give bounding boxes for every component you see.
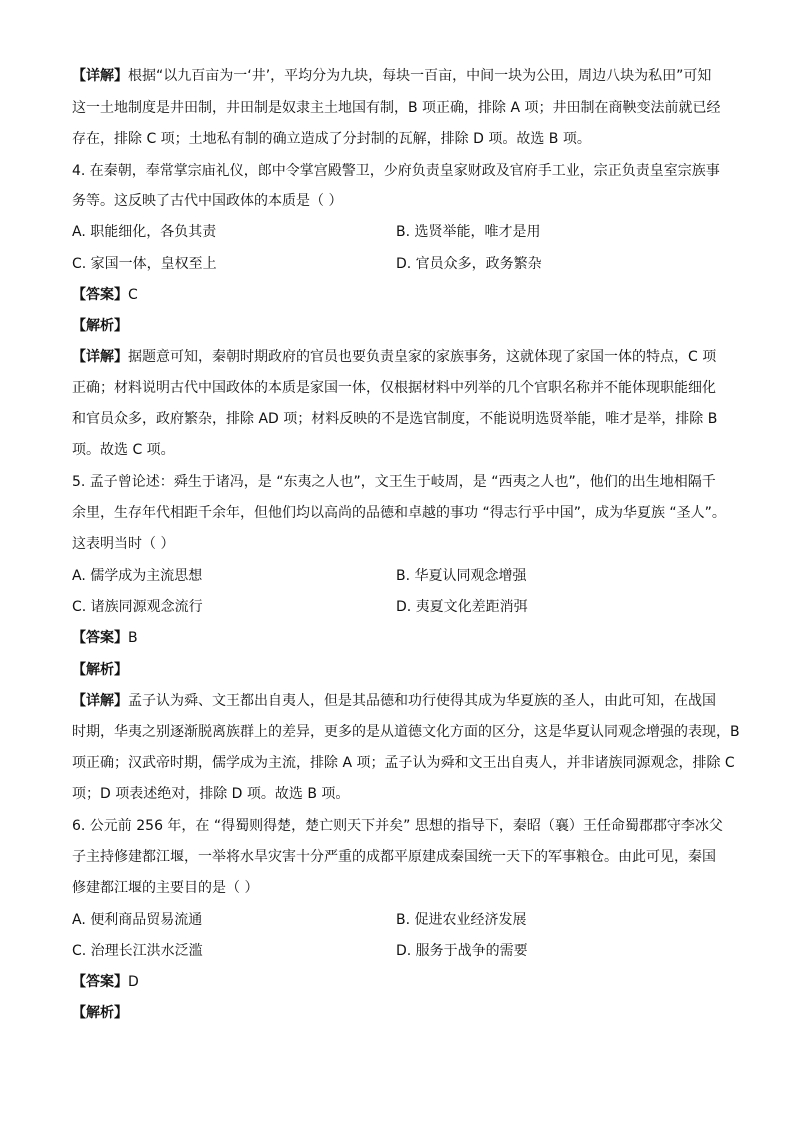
q4-stem-line-2: 务等。这反映了古代中国政体的本质是（ ） — [72, 193, 343, 209]
q5-answer-tag: 【答案】 — [72, 630, 128, 646]
q4-detail-text-1: 据题意可知，秦朝时期政府的官员也要负责皇家的家族事务，这就体现了家国一体的特点，C 项 — [128, 349, 717, 365]
q5-analysis-tag: 【解析】 — [72, 662, 128, 678]
q3-detail-line-1 — [72, 66, 752, 86]
q3-detail-line-3: 存在，排除 C 项；土地私有制的确立造成了分封制的瓦解，排除 D 项。故选 B 项。 — [72, 131, 591, 147]
q4-detail-line-3: 和官员众多，政府繁杂，排除 AD 项；材料反映的不是选官制度，不能说明选贤举能，唯才是举，排除 B — [72, 411, 718, 427]
q5-answer-value: B — [128, 630, 138, 646]
q4-answer-tag: 【答案】 — [72, 287, 128, 303]
q5-option-b: B. 华夏认同观念增强 — [396, 568, 527, 584]
q4-detail-line-4: 项。故选 C 项。 — [72, 442, 175, 458]
q6-option-c: C. 治理长江洪水泛滥 — [72, 943, 203, 959]
q6-answer-value: D — [128, 974, 139, 990]
q4-answer-value: C — [128, 287, 138, 303]
q4-option-c: C. 家国一体，皇权至上 — [72, 256, 217, 272]
q6-stem-line-2: 子主持修建都江堰，一举将水旱灾害十分严重的成都平原建成秦国统一天下的军事粮仓。由此可见，秦国 — [72, 849, 716, 865]
q5-detail-text-1: 孟子认为舜、文王都出自夷人，但是其品德和功行使得其成为华夏族的圣人，由此可知，在战国 — [128, 693, 716, 709]
q4-option-b: B. 选贤举能，唯才是用 — [396, 224, 541, 240]
q6-stem-line-1: 6. 公元前 256 年，在 “得蜀则得楚，楚亡则天下并矣” 思想的指导下，秦昭（襄）王任命蜀郡郡守李冰父 — [72, 818, 723, 834]
q6-analysis-tag: 【解析】 — [72, 1005, 128, 1021]
q6-option-a: A. 便利商品贸易流通 — [72, 912, 203, 928]
q5-stem-line-2: 余里，生存年代相距千余年，但他们均以高尚的品德和卓越的事功 “得志行乎中国”，成为华夏族 “圣人”。 — [72, 505, 726, 521]
q4-option-a: A. 职能细化，各负其责 — [72, 224, 217, 240]
q3-detail-tag: 【详解】 — [72, 68, 128, 84]
q6-answer — [72, 972, 752, 992]
q4-detail-tag: 【详解】 — [72, 349, 128, 365]
q4-detail-line-2: 正确；材料说明古代中国政体的本质是家国一体，仅根据材料中列举的几个官职名称并不能体现职能细化 — [72, 380, 716, 396]
q4-detail-line-1 — [72, 347, 752, 367]
q5-option-c: C. 诸族同源观念流行 — [72, 599, 203, 615]
q5-detail-line-2: 时期，华夷之别逐渐脱离族群上的差异，更多的是从道德文化方面的区分，这是华夏认同观念增强的表现，B — [72, 724, 740, 740]
q5-option-a: A. 儒学成为主流思想 — [72, 568, 203, 584]
q3-detail-line-2: 这一土地制度是井田制，井田制是奴隶主土地国有制，B 项正确，排除 A 项；井田制在商鞅变法前就已经 — [72, 100, 721, 116]
q5-detail-tag: 【详解】 — [72, 693, 128, 709]
q4-option-d: D. 官员众多，政务繁杂 — [396, 256, 542, 272]
q5-stem-line-1: 5. 孟子曾论述：舜生于诸冯，是 “东夷之人也”，文王生于岐周，是 “西夷之人也”，他们的出生地相隔千 — [72, 474, 716, 490]
q4-stem-line-1: 4. 在秦朝，奉常掌宗庙礼仪，郎中令掌宫殿警卫，少府负责皇家财政及官府手工业，宗正负责皇室宗族事 — [72, 163, 720, 179]
q5-stem-line-3: 这表明当时（ ） — [72, 536, 175, 552]
q5-detail-line-1 — [72, 691, 752, 711]
q6-stem-line-3: 修建都江堰的主要目的是（ ） — [72, 880, 259, 896]
q5-answer — [72, 628, 752, 648]
q6-option-d: D. 服务于战争的需要 — [396, 943, 528, 959]
q6-option-b: B. 促进农业经济发展 — [396, 912, 527, 928]
q3-detail-text-1: 根据“以九百亩为一‘井’，平均分为九块，每块一百亩，中间一块为公田，周边八块为私田”可知 — [128, 68, 712, 84]
q4-analysis-tag: 【解析】 — [72, 318, 128, 334]
q5-option-d: D. 夷夏文化差距消弭 — [396, 599, 528, 615]
q4-answer — [72, 285, 752, 305]
q5-detail-line-4: 项；D 项表述绝对，排除 D 项。故选 B 项。 — [72, 786, 350, 802]
q6-answer-tag: 【答案】 — [72, 974, 128, 990]
q5-detail-line-3: 项正确；汉武帝时期，儒学成为主流，排除 A 项；孟子认为舜和文王出自夷人，并非诸族同源观念，排除 C — [72, 755, 735, 771]
